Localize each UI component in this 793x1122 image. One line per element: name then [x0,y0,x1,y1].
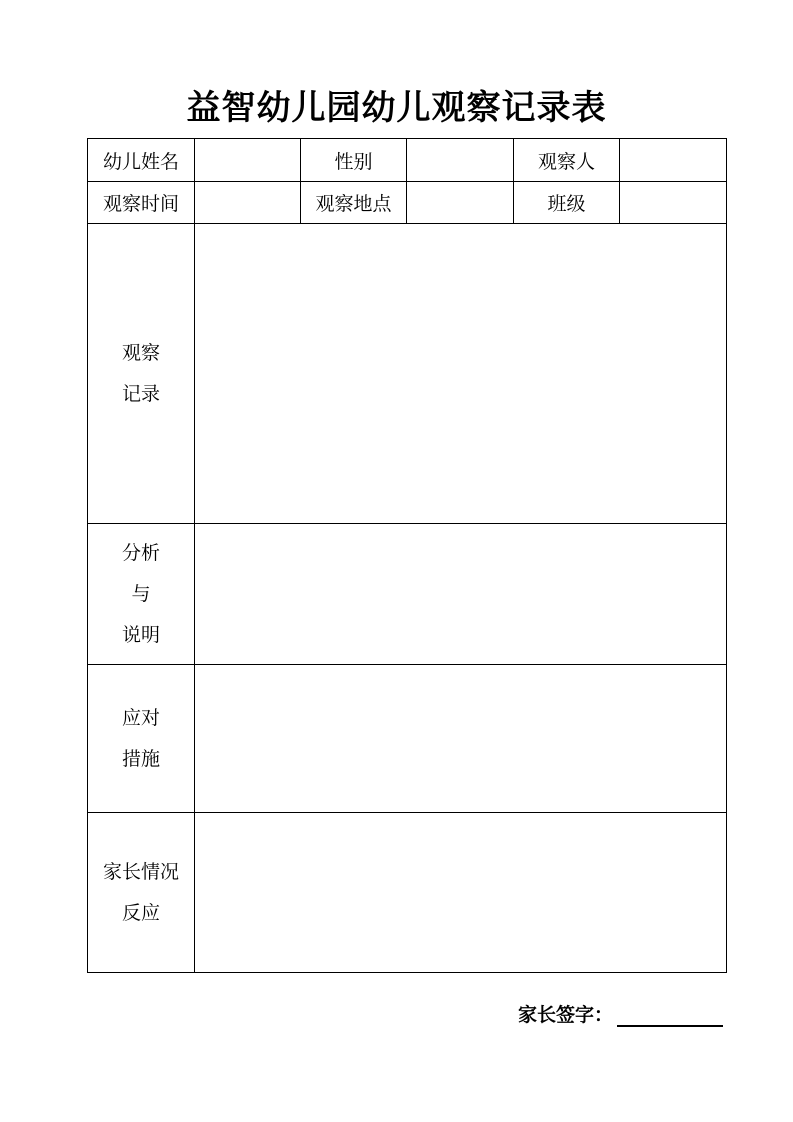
label-line: 分析 [121,541,160,564]
parent-feedback-label [88,813,195,973]
observation-location-label: 观察地点 [301,182,407,224]
child-name-label: 幼儿姓名 [88,139,195,182]
label-line: 家长情况 [102,860,179,883]
analysis-label [88,524,195,665]
observation-time-label: 观察时间 [88,182,195,224]
observation-record-field[interactable] [195,224,727,524]
observation-record-label [88,224,195,524]
class-field[interactable] [620,182,727,224]
label-line: 反应 [121,901,160,924]
table-row [88,813,727,973]
child-name-field[interactable] [195,139,301,182]
table-row [88,139,727,182]
table-row [88,665,727,813]
label-line: 与 [131,582,151,605]
gender-field[interactable] [407,139,514,182]
class-label: 班级 [514,182,620,224]
parent-feedback-field[interactable] [195,813,727,973]
observer-label: 观察人 [514,139,620,182]
label-line: 记录 [121,382,160,405]
label-line: 措施 [121,747,160,770]
parent-signature-label: 家长签字： [518,1004,614,1026]
analysis-field[interactable] [195,524,727,665]
measures-field[interactable] [195,665,727,813]
table-row [88,524,727,665]
label-line: 应对 [121,706,160,729]
observation-time-field[interactable] [195,182,301,224]
observer-field[interactable] [620,139,727,182]
parent-signature [518,1000,723,1027]
gender-label: 性别 [301,139,407,182]
table-row [88,224,727,524]
observation-location-field[interactable] [407,182,514,224]
parent-signature-line[interactable] [617,1003,723,1027]
label-line: 观察 [121,341,160,364]
observation-form-table [87,138,727,973]
label-line: 说明 [121,623,160,646]
table-row [88,182,727,224]
page-title: 益智幼儿园幼儿观察记录表 [186,88,607,128]
measures-label [88,665,195,813]
